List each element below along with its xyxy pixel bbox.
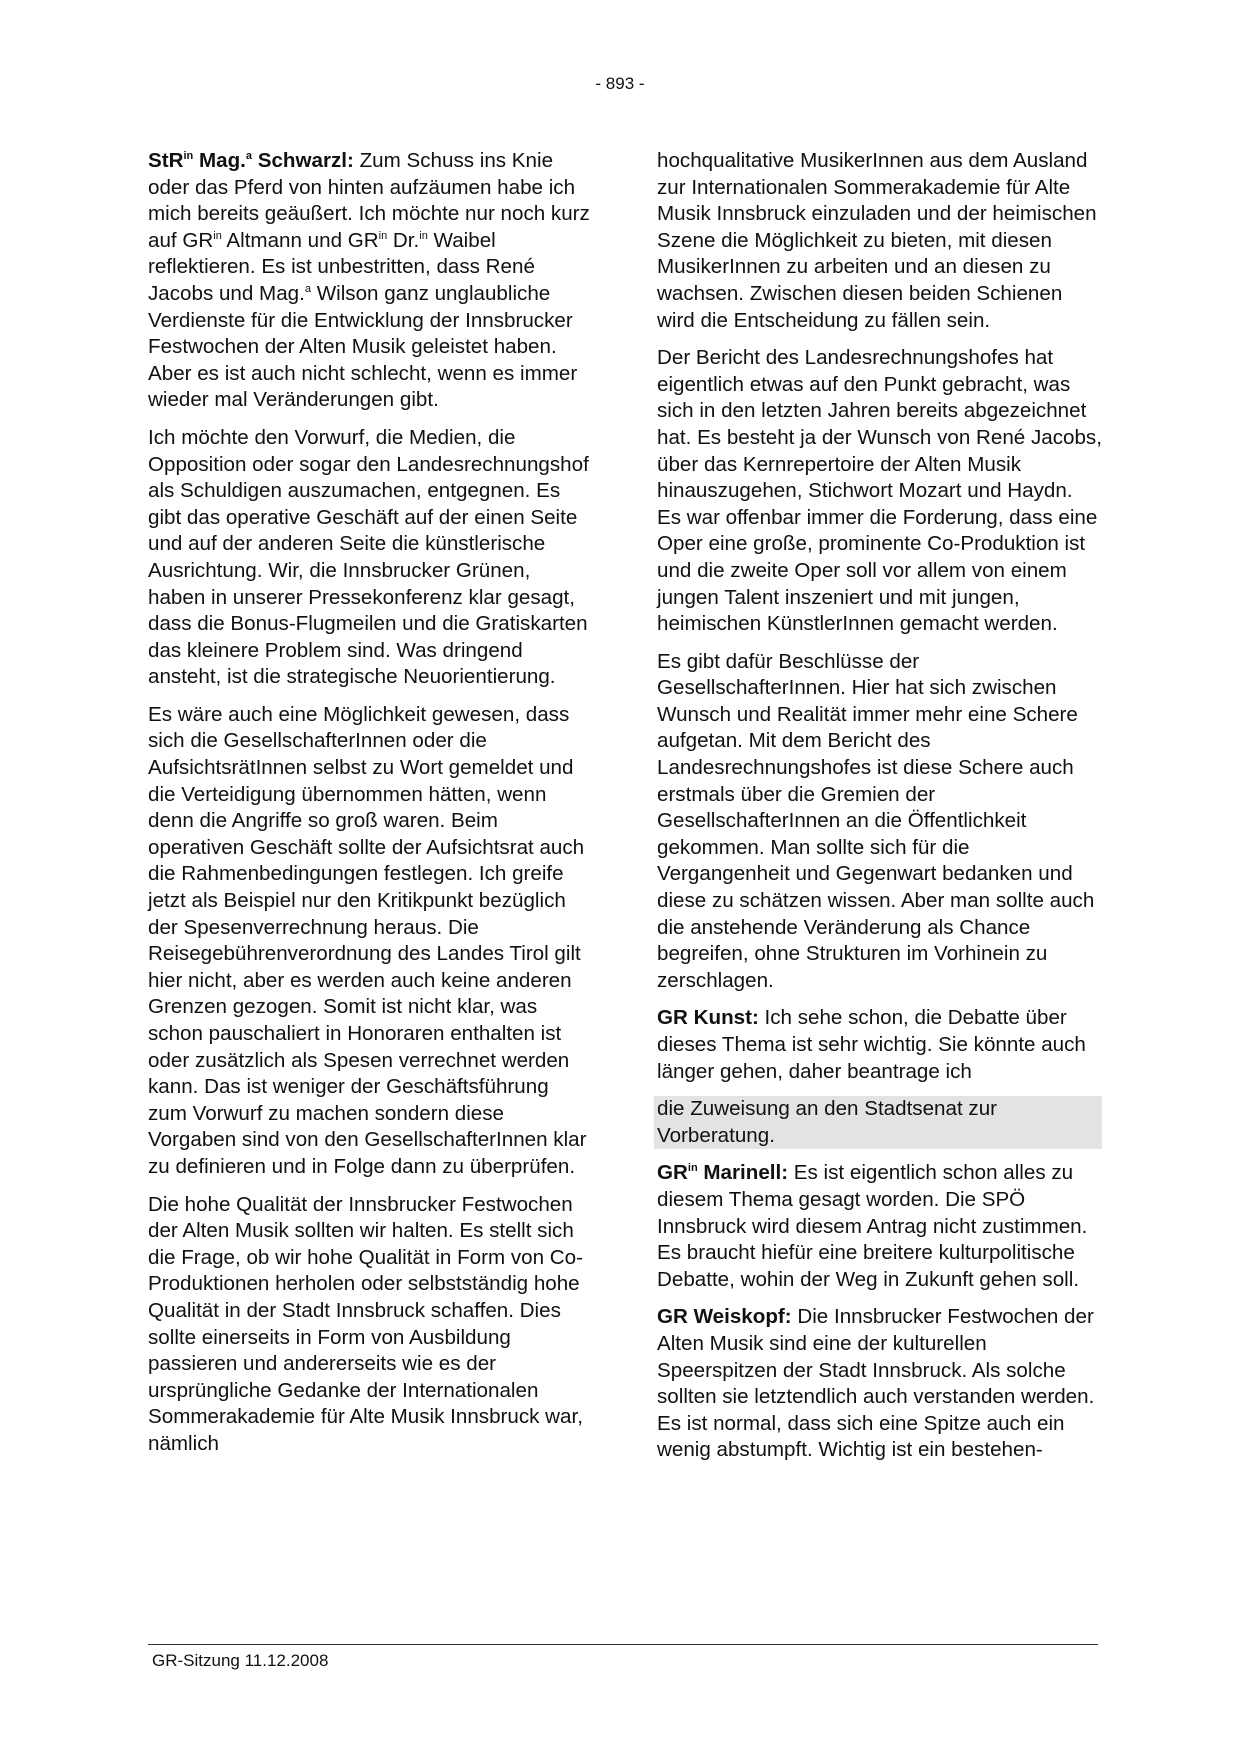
paragraph-kunst: GR Kunst: Ich sehe schon, die Debatte über dieses Thema ist sehr wichtig. Sie könnte auch länger gehen, daher beantrage ich	[657, 1006, 1086, 1083]
page-number: - 893 -	[595, 74, 645, 93]
speaker-name: StR$^{in}$ Mag.$^a$ Schwarzl:	[148, 149, 354, 172]
paragraph: Es gibt dafür Beschlüsse der GesellschafterInnen. Hier hat sich zwischen Wunsch und Realität immer mehr eine Schere aufgetan. Mit dem Bericht des Landesrechnungshofes ist diese Schere auch erstmals über die Gremien der GesellschafterInnen an die Öffentlichkeit gekommen. Man sollte sich für die Vergangenheit und Gegenwart bedanken und diese zu schätzen wissen. Aber man sollte auch die anstehende Veränderung als Chance begreifen, ohne Strukturen im Vorhinein zu zerschlagen.	[657, 649, 1095, 992]
speaker-name: $GR^{in}$ Marinell:	[657, 1161, 789, 1185]
left-column	[148, 148, 593, 1469]
paragraph-weiskopf: GR Weiskopf: Die Innsbrucker Festwochen der Alten Musik sind eine der kulturellen Speerspitzen der Stadt Innsbruck. Als solche sollten sie letztendlich auch verstanden werden. Es ist normal, dass sich eine Spitze auch ein wenig abstumpft. Wichtig ist ein bestehen-	[657, 1305, 1095, 1462]
paragraph: Die hohe Qualität der Innsbrucker Festwochen der Alten Musik sollten wir halten. Es stellt sich die Frage, ob wir hohe Qualität in Form von Co-Produktionen herholen oder selbstständig hohe Qualität in der Stadt Innsbruck schaffen. Dies sollte einerseits in Form von Ausbildung passieren und andererseits wie es der ursprüngliche Gedanke der Internationalen Sommerakademie für Alte Musik Innsbruck war, nämlich	[148, 1192, 583, 1455]
right-column	[657, 148, 1102, 1475]
speaker-name: GR Kunst:	[657, 1006, 759, 1030]
paragraph-marinell: $GR^{in}$ Marinell: Es ist eigentlich schon alles zu diesem Thema gesagt worden. Die SPÖ Innsbruck wird diesem Antrag nicht zustimmen. Es braucht hiefür eine breitere kulturpolitische Debatte, wohin der Weg in Zukunft gehen soll.	[657, 1161, 1088, 1291]
footer-session-date: GR-Sitzung 11.12.2008	[152, 1651, 329, 1670]
paragraph: Ich möchte den Vorwurf, die Medien, die Opposition oder sogar den Landesrechnungshof als Schuldigen auszumachen, entgegnen. Es gibt das operative Geschäft auf der einen Seite und auf der anderen Seite die künstlerische Ausrichtung. Wir, die Innsbrucker Grünen, haben in unserer Pressekonferenz klar gesagt, dass die Bonus-Flugmeilen und die Gratiskarten das kleinere Problem sind. Was dringend ansteht, ist die strategische Neuorientierung.	[148, 425, 589, 689]
paragraph: hochqualitative MusikerInnen aus dem Ausland zur Internationalen Sommerakademie für Alte Musik Innsbruck einzuladen und der heimischen Szene die Möglichkeit zu bieten, mit diesen MusikerInnen zu arbeiten und an diesen zu wachsen. Zwischen diesen beiden Schienen wird die Entscheidung zu fällen sein.	[657, 149, 1097, 332]
motion-highlight: die Zuweisung an den Stadtsenat zur Vorberatung.	[654, 1096, 1102, 1149]
speaker-name: GR Weiskopf:	[657, 1305, 792, 1329]
paragraph-schwarzl: StR$^{in}$ Mag.$^a$ Schwarzl: Zum Schuss ins Knie oder das Pferd von hinten aufzäumen habe ich mich bereits geäußert. Ich möchte nur noch kurz auf $GR^{in}$ Altmann und $GR^{in}$ Dr.$^{in}$ Waibel reflektieren. Es ist unbestritten, dass René Jacobs und Mag.$^a$ Wilson ganz unglaubliche Verdienste für die Entwicklung der Innsbrucker Festwochen der Alten Musik geleistet haben. Aber es ist auch nicht schlecht, wenn es immer wieder mal Veränderungen gibt.	[148, 149, 590, 412]
paragraph: Der Bericht des Landesrechnungshofes hat eigentlich etwas auf den Punkt gebracht, was sich in den letzten Jahren bereits abgezeichnet hat. Es besteht ja der Wunsch von René Jacobs, über das Kernrepertoire der Alten Musik hinauszugehen, Stichwort Mozart und Haydn. Es war offenbar immer die Forderung, dass eine Oper eine große, prominente Co-Produktion ist und die zweite Oper soll vor allem von einem jungen Talent inszeniert und mit jungen, heimischen KünstlerInnen gemacht werden.	[657, 346, 1102, 636]
footer-divider	[148, 1644, 1098, 1645]
paragraph: Es wäre auch eine Möglichkeit gewesen, dass sich die GesellschafterInnen oder die AufsichtsrätInnen selbst zu Wort gemeldet und die Verteidigung übernommen hätten, wenn denn die Angriffe so groß waren. Beim operativen Geschäft sollte der Aufsichtsrat auch die Rahmenbedingungen festlegen. Ich greife jetzt als Beispiel nur den Kritikpunkt bezüglich der Spesenverrechnung heraus. Die Reisegebührenverordnung des Landes Tirol gilt hier nicht, aber es werden auch keine anderen Grenzen gezogen. Somit ist nicht klar, was schon pauschaliert in Honoraren enthalten ist oder zusätzlich als Spesen verrechnet werden kann. Das ist weniger der Geschäftsführung zum Vorwurf zu machen sondern diese Vorgaben sind von den GesellschafterInnen klar zu definieren und in Folge dann zu überprüfen.	[148, 702, 587, 1178]
